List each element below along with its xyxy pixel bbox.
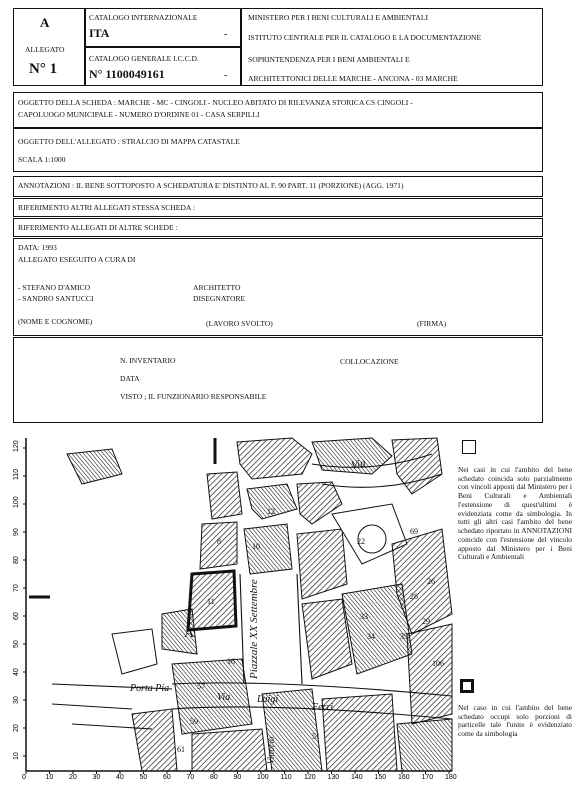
- parcel-number: 61: [177, 745, 185, 754]
- parcel-number: 11: [207, 597, 215, 606]
- visto-funzionario: VISTO ; IL FUNZIONARIO RESPONSABILE: [120, 392, 267, 401]
- left-scale-label: 80: [13, 556, 20, 564]
- ruolo-2: DISEGNATORE: [193, 294, 246, 303]
- bottom-scale-label: 150: [374, 774, 387, 781]
- cadastral-map-svg: [12, 434, 457, 781]
- parcel-number: 12: [267, 507, 275, 516]
- oggetto-allegato-box: [13, 128, 543, 172]
- persona-1: - STEFANO D'AMICO: [18, 283, 91, 292]
- parcel-number: 10: [252, 542, 260, 551]
- catalogo-internazionale-label: CATALOGO INTERNAZIONALE: [89, 13, 198, 22]
- esecuzione-data: DATA: 1993: [18, 243, 57, 252]
- bottom-scale-label: 170: [421, 774, 434, 781]
- riferimento-stessa-text: RIFERIMENTO ALTRI ALLEGATI STESSA SCHEDA :: [18, 203, 195, 212]
- left-scale-label: 120: [13, 440, 20, 452]
- soprintendenza-text: SOPRINTENDENZA PER I BENI AMBIENTALI E: [248, 55, 410, 64]
- street-label-ferri: Ferri: [312, 702, 334, 713]
- street-label-vittorio: Vittorio: [266, 736, 276, 764]
- bottom-scale-label: 50: [139, 774, 148, 781]
- bottom-scale-label: 160: [398, 774, 410, 781]
- left-scale-label: 60: [13, 612, 20, 620]
- riferimento-altre-text: RIFERIMENTO ALLEGATI DI ALTRE SCHEDE :: [18, 223, 178, 232]
- parcel-number: 28: [410, 592, 418, 601]
- allegato-number: N° 1: [29, 61, 58, 77]
- bottom-scale-label: 100: [257, 774, 269, 781]
- dash-2: -: [224, 70, 228, 81]
- inventario-data: DATA: [120, 374, 140, 383]
- scala-text: SCALA 1:1000: [18, 155, 66, 164]
- left-scale-label: 50: [13, 640, 20, 648]
- left-scale-label: 30: [13, 696, 20, 704]
- catalogo-generale-value: N° 1100049161: [89, 67, 165, 81]
- esecuzione-box: [13, 238, 543, 336]
- col-lavoro: (LAVORO SVOLTO): [206, 319, 273, 328]
- left-scale-label: 90: [13, 528, 20, 536]
- bottom-scale-label: 140: [351, 774, 363, 781]
- cadastral-map: [12, 434, 457, 781]
- catalogo-internazionale-value: ITA: [89, 26, 110, 40]
- parcel-number: 22: [357, 537, 365, 546]
- collocazione: COLLOCAZIONE: [340, 357, 399, 366]
- street-label-porta-pia: Porta Pia: [130, 683, 170, 694]
- bottom-scale-label: 90: [233, 774, 242, 781]
- parcel-number: A: [184, 626, 195, 641]
- bottom-scale-label: 20: [69, 774, 77, 781]
- oggetto-scheda-line1: OGGETTO DELLA SCHEDA : MARCHE - MC - CINGOLI - NUCLEO ABITATO DI RILEVANZA STORICA CS CINGOLI -: [18, 98, 413, 107]
- parcel-number: 106: [432, 659, 444, 668]
- dash-1: -: [224, 29, 228, 40]
- parcel-number: 8: [217, 537, 221, 546]
- header-catalog-divider: [85, 46, 241, 48]
- parcel-number: 16: [227, 657, 235, 666]
- street-label-via-2: Via: [217, 692, 231, 703]
- street-label-luigi: Luigi: [257, 694, 279, 705]
- legend-text-1: Nei casi in cui l'ambito del bene schedato coincida solo parzialmente con vincoli apposti dal Ministero per i Beni Culturali e Ambientali l'estensione di quest'ultimi è evidenziata come da simbologia. In tutti gli altri casi l'ambito del bene schedato riportato in ANNOTAZIONI coincide con l'estensione del vincolo apposto dal Ministero per i Beni Culturali e Ambientali: [458, 465, 572, 562]
- catalogo-generale-label: CATALOGO GENERALE I.C.C.D.: [89, 54, 199, 63]
- bottom-scale-label: 110: [280, 774, 292, 781]
- allegato-cura: ALLEGATO ESEGUITO A CURA DI: [18, 255, 136, 264]
- ministero-text: MINISTERO PER I BENI CULTURALI E AMBIENTALI: [248, 13, 429, 22]
- left-scale: [13, 440, 26, 760]
- parcel-number: 26: [427, 577, 435, 586]
- n-inventario: N. INVENTARIO: [120, 356, 176, 365]
- oggetto-scheda-line2: CAPOLUOGO MUNICIPALE - NUMERO D'ORDINE 01 - CASA SERPILLI: [18, 110, 260, 119]
- parcel-number: 57: [197, 682, 205, 691]
- bottom-scale-label: 80: [210, 774, 218, 781]
- bottom-scale-label: 180: [445, 774, 457, 781]
- left-scale-label: 20: [13, 724, 20, 732]
- persona-2: - SANDRO SANTUCCI: [18, 294, 94, 303]
- bottom-scale-label: 30: [92, 774, 101, 781]
- bottom-scale-label: 120: [304, 774, 316, 781]
- legend-bold-square-icon: [460, 679, 474, 693]
- parcel-number: 35: [400, 632, 408, 641]
- bottom-scale-label: 70: [186, 774, 195, 781]
- annotazioni-text: ANNOTAZIONI : IL BENE SOTTOPOSTO A SCHEDATURA E' DISTINTO AL F. 90 PART. 11 (PORZIONE) (AGG. 1971): [18, 181, 404, 190]
- legend-text-2: Nel caso in cui l'ambito del bene schedato occupi solo porzioni di particelle tale l'unite è evidenziato come da simbologia: [458, 703, 572, 739]
- istituto-text: ISTITUTO CENTRALE PER IL CATALOGO E LA DOCUMENTAZIONE: [248, 33, 482, 42]
- left-scale-label: 10: [13, 752, 20, 760]
- left-scale-label: 100: [13, 496, 20, 508]
- bottom-scale: [22, 771, 457, 781]
- left-scale-label: 40: [13, 668, 20, 676]
- parcel-number: 59: [190, 717, 198, 726]
- inventario-box: [13, 337, 543, 423]
- oggetto-allegato-line1: OGGETTO DELL'ALLEGATO : STRALCIO DI MAPPA CATASTALE: [18, 137, 240, 146]
- left-scale-label: 110: [13, 468, 20, 480]
- bottom-scale-label: 0: [22, 774, 26, 781]
- col-nome: (NOME E COGNOME): [18, 317, 93, 326]
- parcel-number: 34: [367, 632, 375, 641]
- header-letter: A: [40, 15, 50, 30]
- street-label-piazzale: Piazzale XX Settembre: [248, 579, 260, 679]
- left-scale-label: 70: [13, 584, 20, 592]
- parcel-number: 69: [410, 527, 418, 536]
- parcel-number: 29: [422, 617, 430, 626]
- street-label-via-1: Via: [350, 457, 367, 472]
- bottom-scale-label: 40: [116, 774, 124, 781]
- allegato-label: ALLEGATO: [25, 45, 65, 54]
- bottom-scale-label: 60: [163, 774, 171, 781]
- legend-empty-square-icon: [462, 440, 476, 454]
- bottom-scale-label: 10: [45, 774, 54, 781]
- bottom-scale-label: 130: [327, 774, 340, 781]
- parcel-number: 51: [312, 732, 320, 741]
- legend: [455, 434, 575, 779]
- parcel-number: 33: [360, 612, 368, 621]
- ruolo-1: ARCHITETTO: [193, 283, 241, 292]
- architettonici-text: ARCHITETTONICI DELLE MARCHE - ANCONA - 03 MARCHE: [248, 74, 458, 83]
- col-firma: (FIRMA): [417, 319, 447, 328]
